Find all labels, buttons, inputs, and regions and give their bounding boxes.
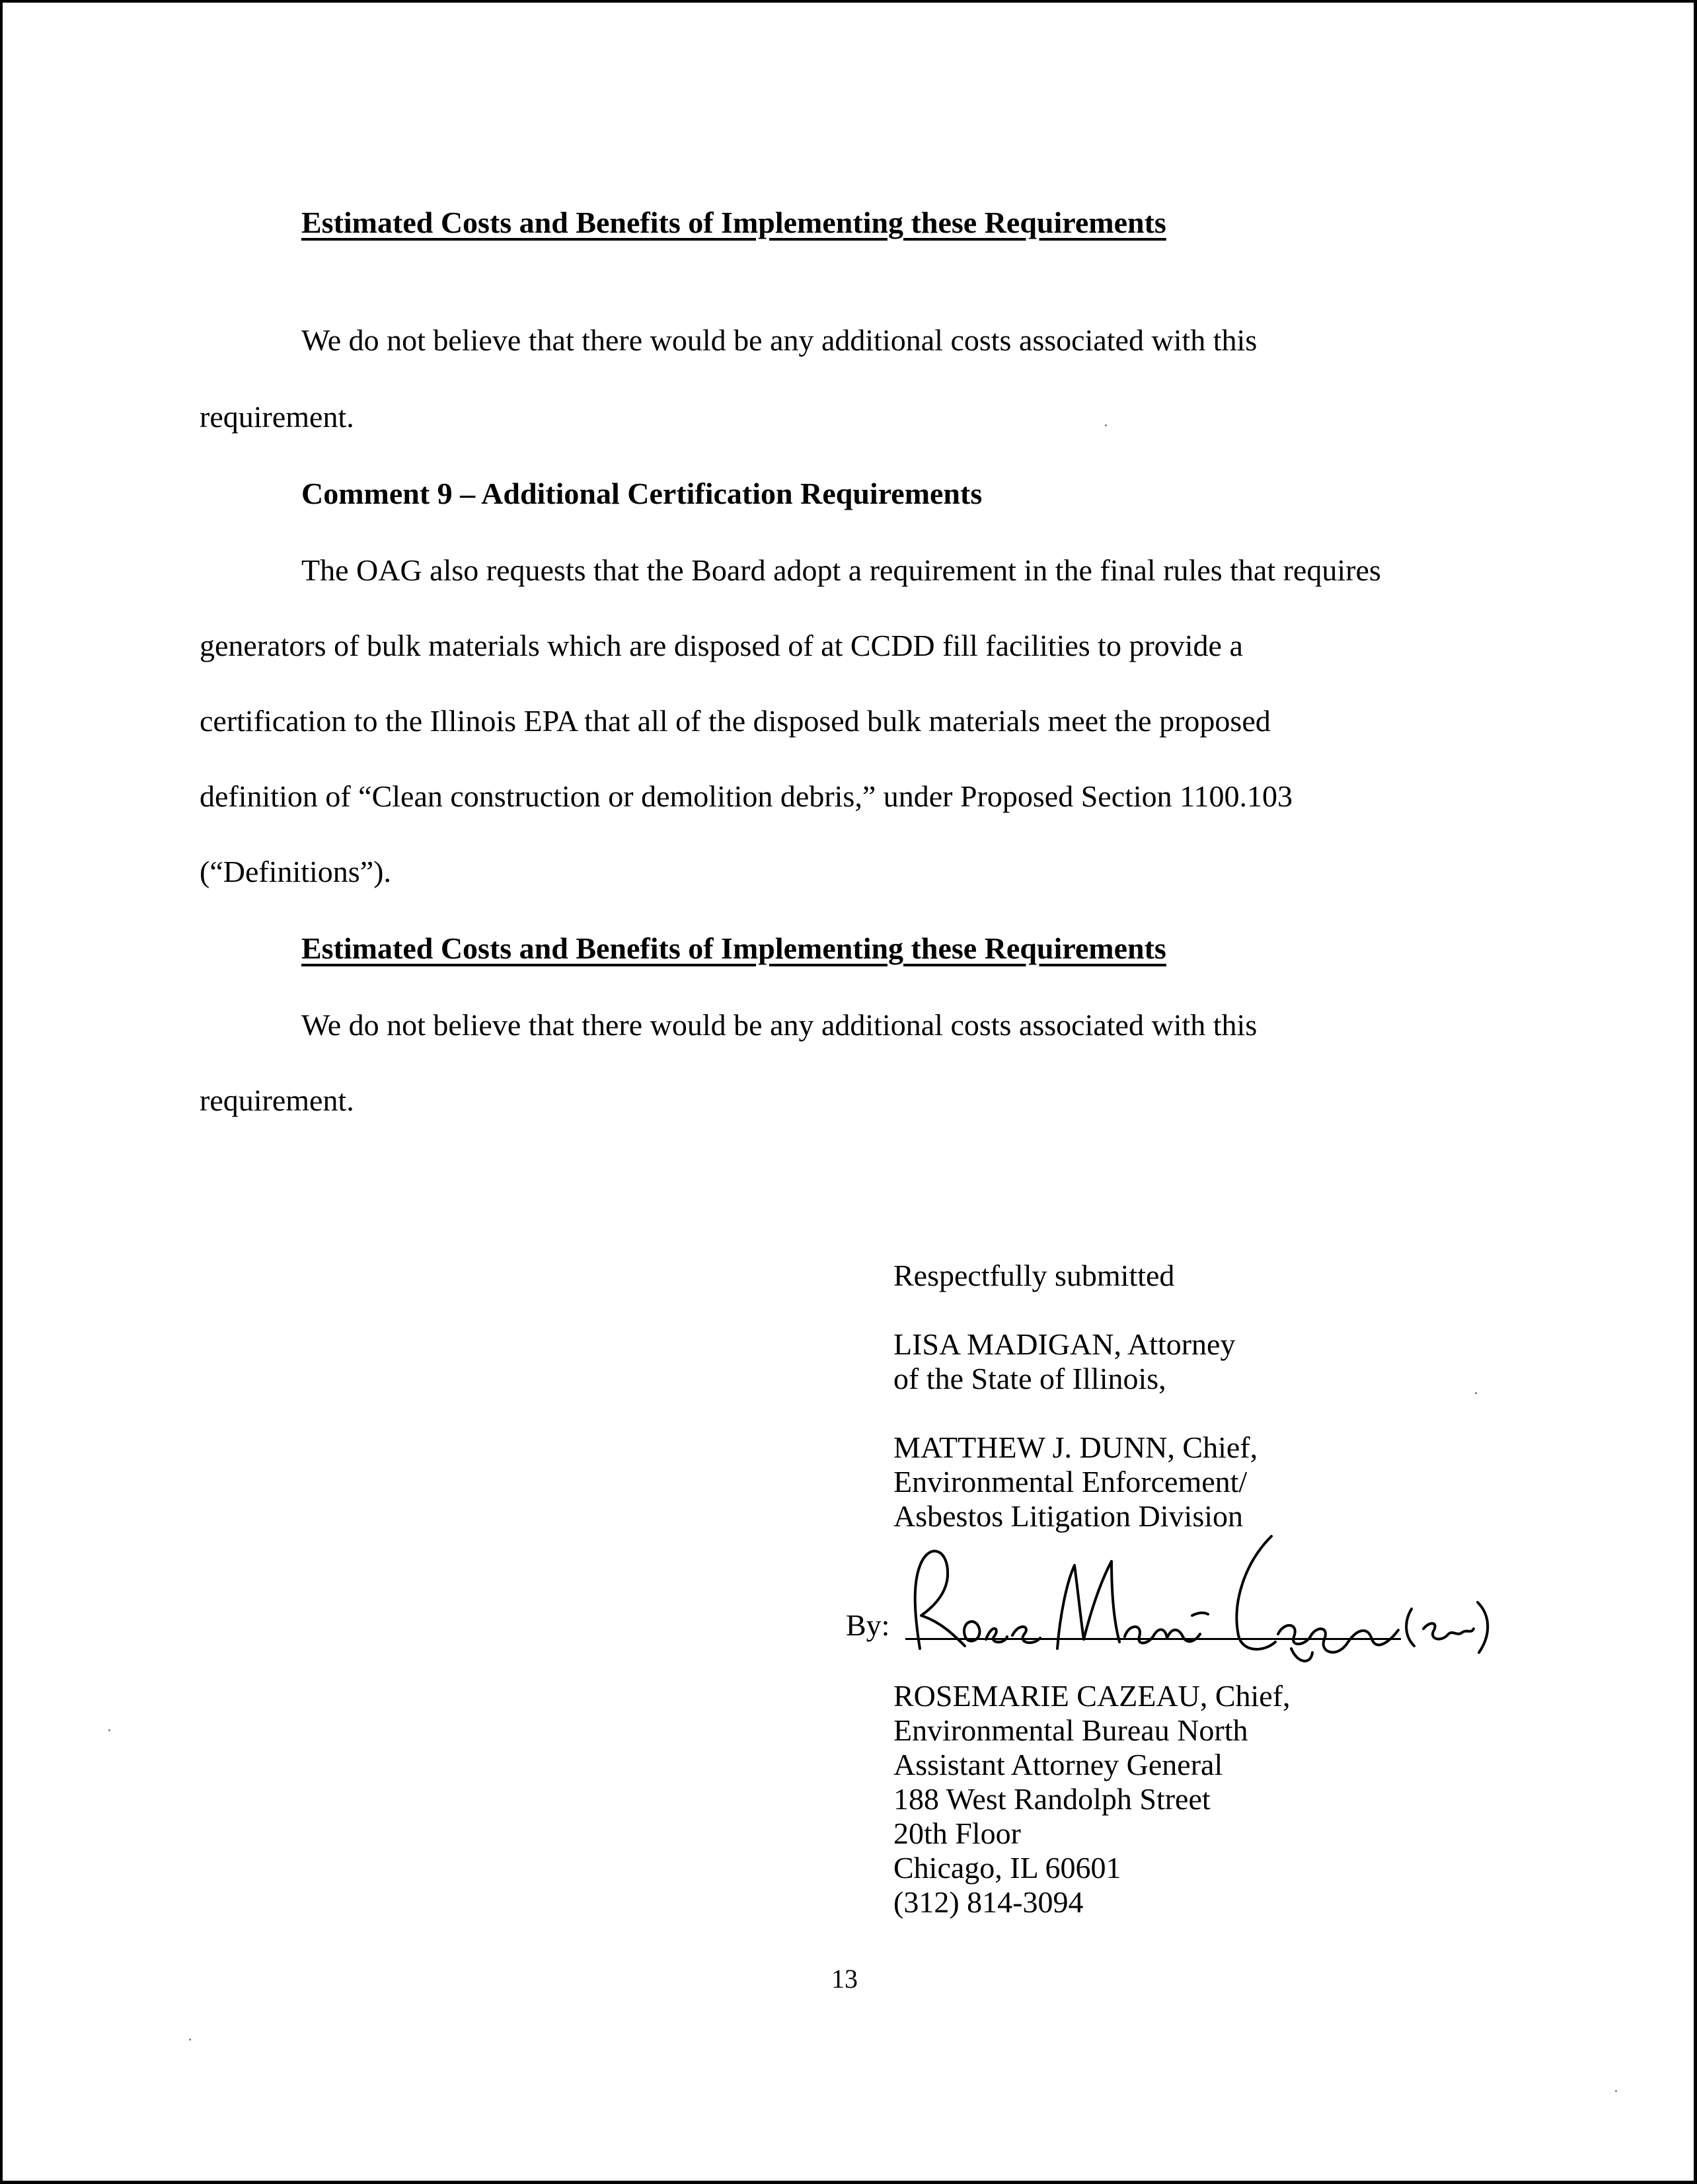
- comment9-heading: Comment 9 – Additional Certification Requirements: [301, 477, 983, 510]
- chief-line2: Environmental Enforcement/: [893, 1465, 1248, 1499]
- closing-text: Respectfully submitted: [893, 1259, 1175, 1292]
- comment9-line4: definition of “Clean construction or demolition debris,” under Proposed Section 1100.103: [200, 779, 1293, 813]
- handwritten-signature: [901, 1523, 1496, 1668]
- attorney-general-line1: LISA MADIGAN, Attorney: [893, 1327, 1236, 1361]
- page-number: 13: [831, 1964, 858, 1994]
- signer-line5: 20th Floor: [893, 1816, 1021, 1850]
- scan-speck: [189, 2039, 191, 2041]
- comment9-line5: (“Definitions”).: [200, 855, 391, 888]
- scan-speck: [108, 1729, 110, 1731]
- signer-line3: Assistant Attorney General: [893, 1748, 1223, 1781]
- chief-line3: Asbestos Litigation Division: [893, 1499, 1243, 1533]
- signer-line4: 188 West Randolph Street: [893, 1782, 1211, 1816]
- section2-paragraph-line1: We do not believe that there would be any additional costs associated with this: [301, 1008, 1258, 1042]
- comment9-line2: generators of bulk materials which are disposed of at CCDD fill facilities to provide a: [200, 629, 1243, 662]
- signer-line1: ROSEMARIE CAZEAU, Chief,: [893, 1679, 1291, 1713]
- chief-line1: MATTHEW J. DUNN, Chief,: [893, 1430, 1258, 1464]
- comment9-line1: The OAG also requests that the Board adopt a requirement in the final rules that requires: [301, 553, 1381, 587]
- section1-heading: Estimated Costs and Benefits of Implementing these Requirements: [301, 206, 1166, 239]
- section1-paragraph-line2: requirement.: [200, 400, 354, 434]
- scan-speck: [1615, 2090, 1617, 2092]
- comment9-line3: certification to the Illinois EPA that all of the disposed bulk materials meet the proposed: [200, 704, 1271, 738]
- section2-paragraph-line2: requirement.: [200, 1083, 354, 1117]
- by-label: By:: [846, 1608, 890, 1642]
- signer-block: [893, 1679, 1291, 1920]
- scan-speck: [1105, 424, 1107, 426]
- scan-speck: [1475, 1392, 1477, 1394]
- attorney-general-line2: of the State of Illinois,: [893, 1362, 1166, 1395]
- signer-line2: Environmental Bureau North: [893, 1713, 1248, 1747]
- attorney-general-block: [893, 1327, 1235, 1396]
- signer-line7: (312) 814-3094: [893, 1885, 1084, 1919]
- signer-line6: Chicago, IL 60601: [893, 1851, 1121, 1885]
- chief-block: [893, 1430, 1258, 1534]
- section2-heading: Estimated Costs and Benefits of Implementing these Requirements: [301, 931, 1166, 965]
- section1-paragraph-line1: We do not believe that there would be any additional costs associated with this: [301, 323, 1258, 357]
